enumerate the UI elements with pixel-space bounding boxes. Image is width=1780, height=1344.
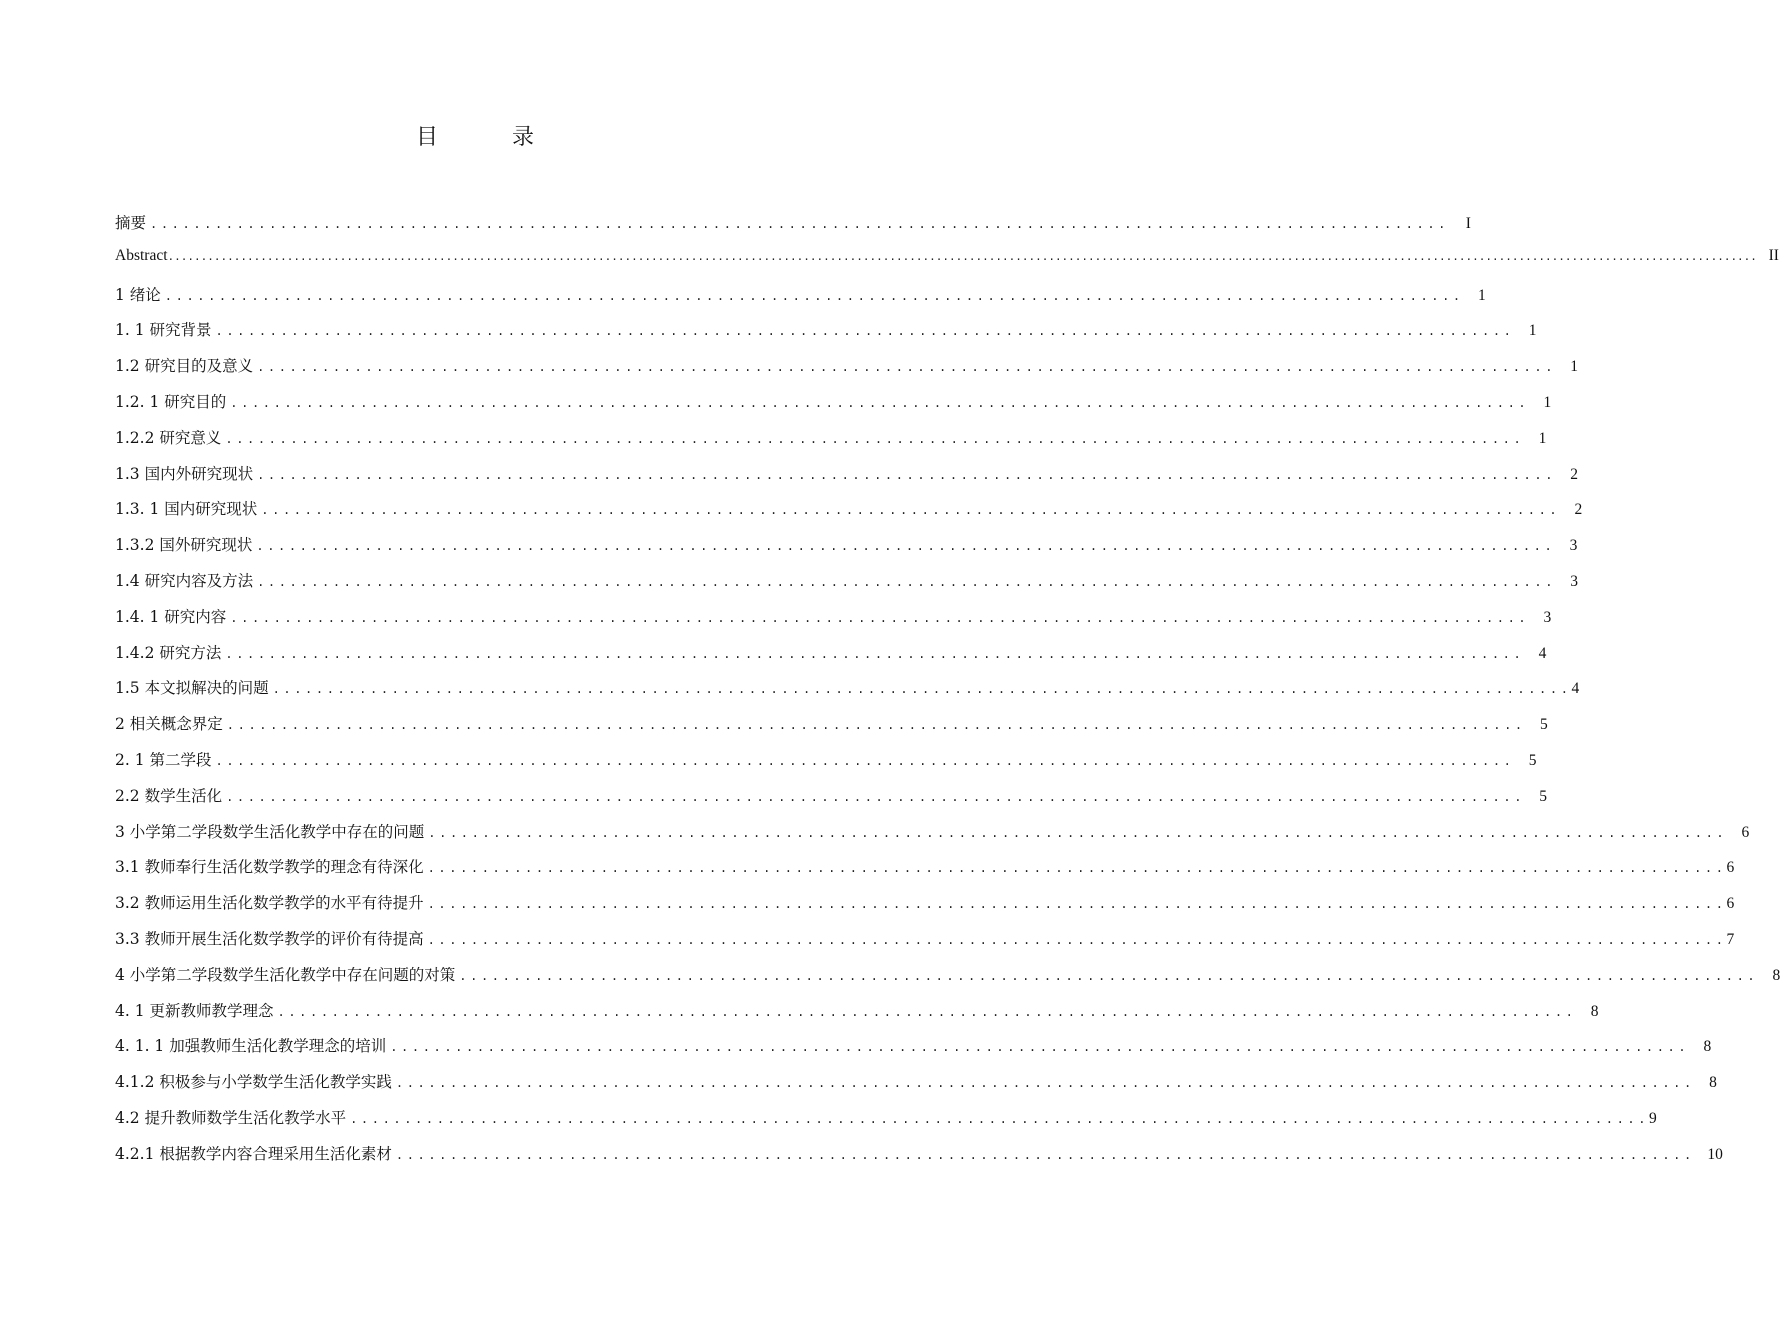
toc-entry-label: 4. 1. 1 加强教师生活化教学理念的培训 [115,1037,387,1056]
toc-leader-dots: ........................................................................................................................ [272,682,1572,697]
toc-entry[interactable] [115,1034,1712,1070]
toc-leader-dots: ........................................................................................................................ [395,1076,1695,1091]
page-title: 目 录 [415,125,560,150]
toc-leader-dots: ........................................................................................................................ [395,1147,1695,1162]
toc-entry-page: 3 [1570,572,1579,590]
toc-entry-page: 10 [1707,1145,1723,1163]
toc-entry-label: 4. 1 更新教师教学理念 [115,1001,274,1020]
toc-entry-page: 8 [1772,966,1780,984]
toc-entry-page: 4 [1538,644,1547,662]
toc-entry-label: 2 相关概念界定 [115,715,223,734]
table-of-contents [115,211,1780,1178]
toc-entry[interactable] [115,318,1537,354]
toc-entry-label: Abstract [115,246,168,264]
toc-entry-page: 1 [1570,358,1579,376]
toc-entry-page: 3 [1543,608,1552,626]
toc-entry-label: 1.5 本文拟解决的问题 [115,679,269,698]
toc-entry[interactable] [115,820,1750,856]
toc-entry[interactable] [115,712,1548,748]
toc-leader-dots: ........................................................................................................................ [150,217,1449,231]
toc-leader-dots: ........................................................................................................................ [256,539,1556,554]
toc-entry-label: 4.1.2 积极参与小学数学生活化教学实践 [115,1073,392,1092]
toc-entry[interactable] [115,283,1486,319]
toc-leader-dots: ........................................................................................................................ [257,360,1557,375]
toc-entry-label: 4.2 提升教师数学生活化教学水平 [115,1108,347,1127]
toc-leader-dots: ........................................................................................................................ [225,646,1525,661]
toc-entry-page: 2 [1574,501,1583,519]
toc-leader-dots: ........................................................................................................................ [459,968,1759,983]
toc-entry[interactable] [115,605,1552,641]
toc-entry-page: 8 [1703,1038,1712,1056]
toc-entry-label: 1 绪论 [115,285,161,304]
toc-leader-dots: ........................................................................................................................ [230,610,1530,625]
toc-entry[interactable] [115,211,1471,247]
toc-entry[interactable] [115,1142,1723,1178]
toc-entry-label: 1.4.2 研究方法 [115,643,222,662]
toc-leader-dots: ........................................................................................................................ [257,467,1557,482]
toc-entry-page: 5 [1540,716,1548,734]
toc-entry[interactable]: 1.5 本文拟解决的问题 ........................................................................................................................ 4 [115,676,861,712]
toc-entry-label: 1.4 研究内容及方法 [115,571,254,590]
toc-leader-dots: ................................................................................................................................................................................................................................................ [167,249,1757,263]
toc-entry-label: 1.3 国内外研究现状 [115,464,254,483]
toc-entry-label: 2.2 数学生活化 [115,786,223,805]
toc-entry-label: 3.2 教师运用生活化数学教学的水平有待提升 [115,894,424,913]
toc-entry-label: 1.2. 1 研究目的 [115,392,227,411]
toc-entry[interactable]: 4.2 提升教师数学生活化教学水平 ........................................................................................................................ 9 [115,1106,861,1142]
toc-entry-page: 1 [1543,393,1552,411]
toc-entry-label: 1.4. 1 研究内容 [115,607,227,626]
toc-entry-page: 1 [1478,286,1486,304]
toc-leader-dots: ........................................................................................................................ [390,1040,1690,1055]
toc-entry-label: 1.3. 1 国内研究现状 [115,500,258,519]
toc-entry[interactable] [115,497,1583,533]
toc-entry-label: 1.2 研究目的及意义 [115,357,254,376]
toc-entry-label: 4.2.1 根据教学内容合理采用生活化素材 [115,1144,392,1163]
toc-entry[interactable] [115,1070,1717,1106]
toc-entry[interactable]: 3.2 教师运用生活化数学教学的水平有待提升 ........................................................................................................................ 6 [115,891,861,927]
toc-entry[interactable] [115,963,1780,999]
toc-entry-label: 摘要 [115,214,147,232]
toc-entry[interactable] [115,426,1547,462]
toc-leader-dots: ........................................................................................................................ [257,574,1557,589]
toc-entry[interactable] [115,462,1579,498]
toc-entry-page: I [1465,215,1471,232]
toc-entry[interactable] [115,354,1579,390]
toc-entry-page: 1 [1538,429,1547,447]
toc-entry-page: 5 [1528,751,1537,769]
toc-entry-label: 1.3.2 国外研究现状 [115,536,253,555]
toc-entry-page: 3 [1569,537,1578,555]
toc-entry-page: 2 [1570,465,1579,483]
toc-entry-page: 8 [1709,1074,1717,1092]
toc-leader-dots: ........................................................................................................................ [230,395,1530,410]
toc-entry[interactable] [115,390,1552,426]
toc-leader-dots: ........................................................................................................................ [277,1004,1577,1019]
toc-entry-page: 8 [1590,1002,1599,1020]
toc-entry-label: 4 小学第二学段数学生活化教学中存在问题的对策 [115,965,456,984]
toc-entry[interactable] [115,999,1599,1035]
toc-entry-page: 1 [1528,322,1537,340]
toc-entry[interactable] [115,784,1548,820]
toc-entry[interactable]: 3.1 教师奉行生活化数学教学的理念有待深化 ........................................................................................................................ 6 [115,855,861,891]
toc-entry-label: 3.3 教师开展生活化数学教学的评价有待提高 [115,929,424,948]
toc-entry[interactable] [115,569,1579,605]
toc-entry[interactable] [115,641,1547,677]
toc-leader-dots: ........................................................................................................................ [225,431,1525,446]
toc-entry-label: 3 小学第二学段数学生活化教学中存在的问题 [115,822,425,841]
toc-entry[interactable] [115,246,1779,283]
toc-entry[interactable]: 3.3 教师开展生活化数学教学的评价有待提高 ........................................................................................................................ 7 [115,927,861,963]
toc-entry-label: 1. 1 研究背景 [115,321,212,340]
toc-entry[interactable] [115,533,1578,569]
toc-leader-dots: ........................................................................................................................ [215,324,1515,339]
toc-leader-dots: ........................................................................................................................ [428,825,1728,840]
toc-leader-dots: ........................................................................................................................ [226,718,1526,733]
toc-leader-dots: ........................................................................................................................ [427,897,1727,912]
toc-entry-page: 5 [1539,787,1548,805]
toc-leader-dots: ........................................................................................................................ [427,861,1727,876]
toc-leader-dots: ........................................................................................................................ [350,1111,1650,1126]
toc-leader-dots: ........................................................................................................................ [427,932,1727,947]
toc-leader-dots: ........................................................................................................................ [226,789,1526,804]
toc-leader-dots: ........................................................................................................................ [164,288,1464,303]
toc-leader-dots: ........................................................................................................................ [215,753,1515,768]
toc-entry[interactable] [115,748,1537,784]
toc-entry-label: 1.2.2 研究意义 [115,428,222,447]
toc-leader-dots: ........................................................................................................................ [261,503,1561,518]
toc-entry-page: 6 [1741,823,1750,841]
toc-entry-label: 3.1 教师奉行生活化数学教学的理念有待深化 [115,858,424,877]
toc-entry-label: 2. 1 第二学段 [115,750,212,769]
toc-entry-page: II [1768,246,1779,264]
